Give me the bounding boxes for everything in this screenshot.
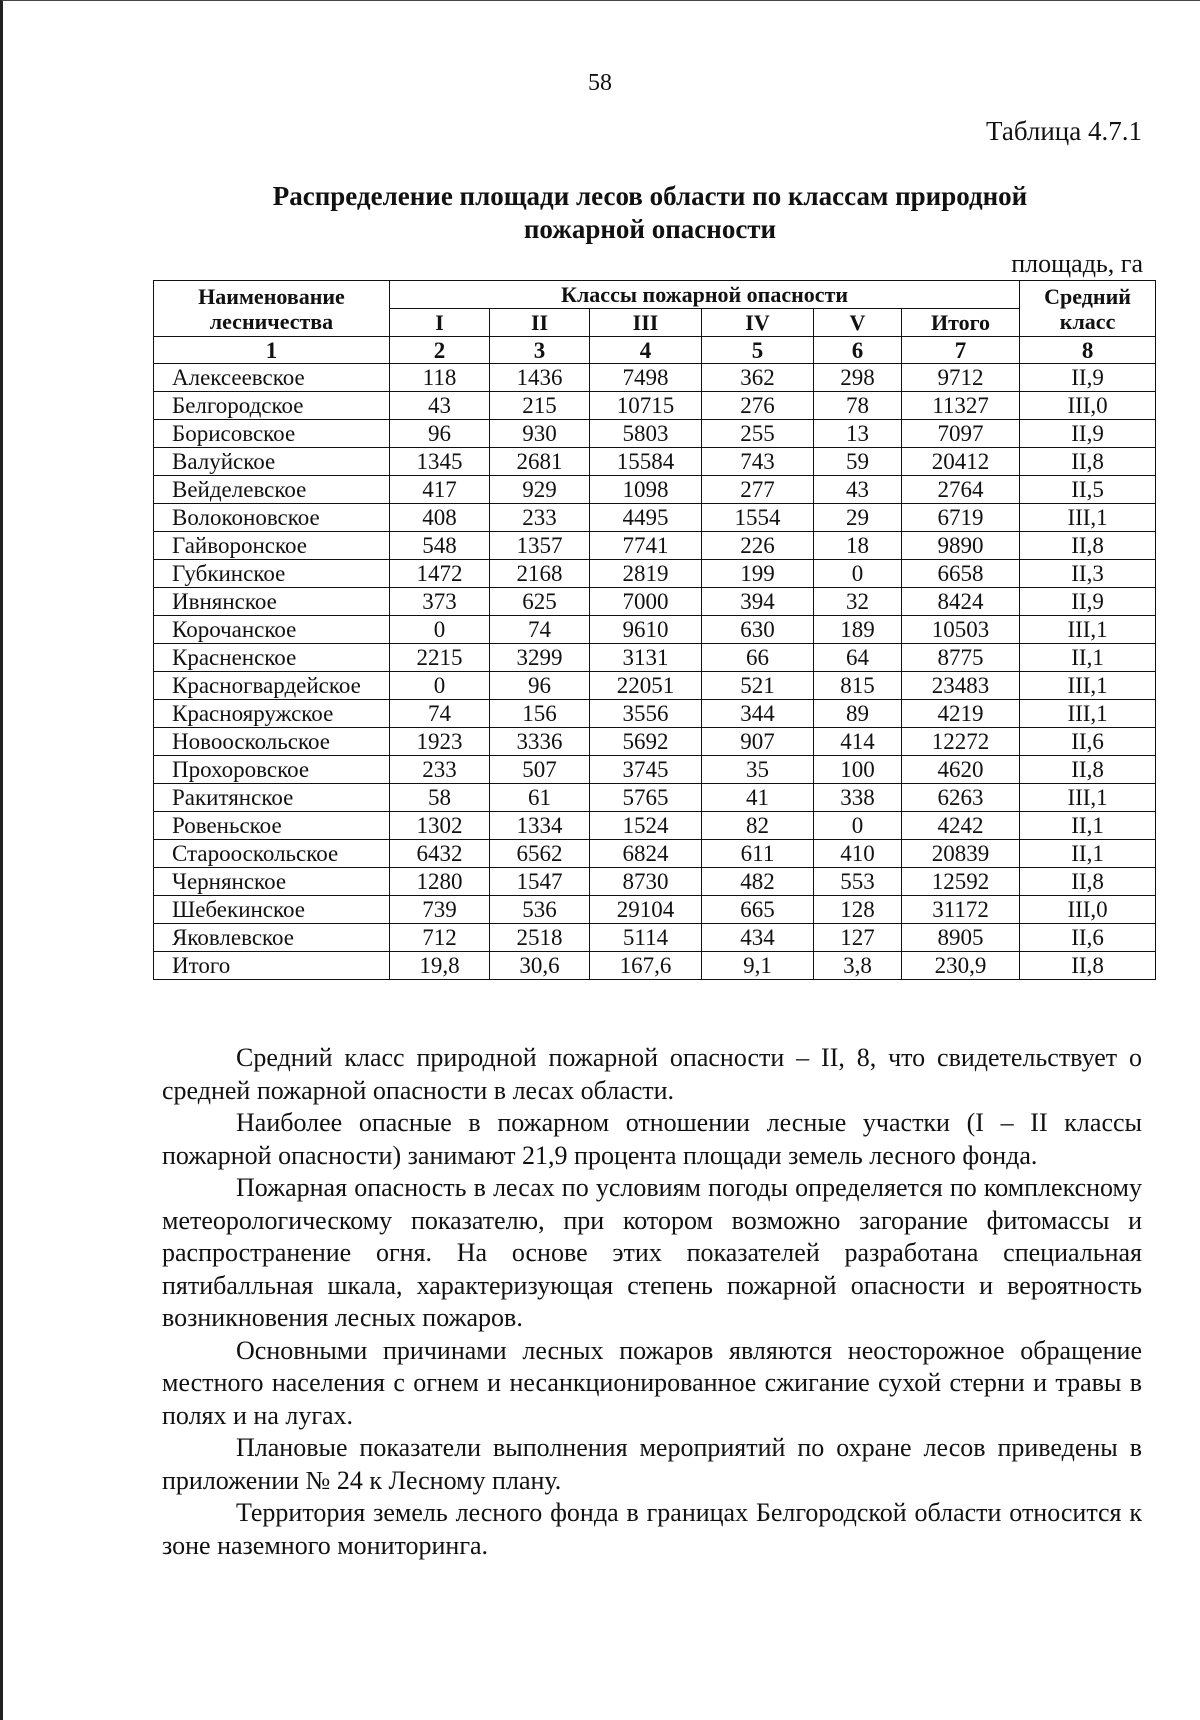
table-cell: 1302 <box>390 812 490 840</box>
table-cell: 66 <box>702 644 814 672</box>
forestry-name-cell: Ракитянское <box>154 784 390 812</box>
page-number: 58 <box>588 70 612 96</box>
table-cell: 930 <box>490 420 590 448</box>
table-cell: 96 <box>390 420 490 448</box>
table-cell: 74 <box>490 616 590 644</box>
table-row <box>154 728 1156 756</box>
table-cell: 156 <box>490 700 590 728</box>
table-cell: 907 <box>702 728 814 756</box>
forestry-name-cell: Губкинское <box>154 560 390 588</box>
table-cell: 929 <box>490 476 590 504</box>
table-row <box>154 392 1156 420</box>
table-cell: 0 <box>814 560 902 588</box>
table-cell: 815 <box>814 672 902 700</box>
table-cell: 625 <box>490 588 590 616</box>
forestry-name-cell: Яковлевское <box>154 924 390 952</box>
table-cell: 2764 <box>902 476 1020 504</box>
table-cell: 8730 <box>590 868 702 896</box>
table-cell: 12272 <box>902 728 1020 756</box>
table-cell: 3131 <box>590 644 702 672</box>
table-cell: II,8 <box>1020 532 1156 560</box>
table-cell: 3745 <box>590 756 702 784</box>
table-cell: 0 <box>390 672 490 700</box>
table-cell: 89 <box>814 700 902 728</box>
table-cell: 277 <box>702 476 814 504</box>
table-cell: 43 <box>390 392 490 420</box>
table-cell: 507 <box>490 756 590 784</box>
body-text <box>162 1042 1142 1562</box>
paragraph: Наиболее опасные в пожарном отношении лесные участки (I – II классы пожарной опасности) занимают 21,9 процента площади земель лесного фонда. <box>162 1108 1142 1170</box>
table-cell: 536 <box>490 896 590 924</box>
column-index: 5 <box>702 337 814 364</box>
table-title-line-1: Распределение площади лесов области по классам природной <box>272 181 1028 211</box>
table-row <box>154 616 1156 644</box>
table-cell: 15584 <box>590 448 702 476</box>
table-row <box>154 868 1156 896</box>
paragraph: Основными причинами лесных пожаров являются неосторожное обращение местного населения с огнем и несанкционированное сжигание сухой стерни и травы в полях и на лугах. <box>162 1335 1142 1430</box>
table-row <box>154 504 1156 532</box>
table-cell: III,1 <box>1020 504 1156 532</box>
table-row <box>154 560 1156 588</box>
table-cell: 118 <box>390 364 490 392</box>
header-average-class: Средний класс <box>1020 281 1156 337</box>
table-cell: 189 <box>814 616 902 644</box>
table-cell: 1357 <box>490 532 590 560</box>
table-title-line-2: пожарной опасности <box>523 214 777 244</box>
table-cell: 3,8 <box>814 952 902 980</box>
table-cell: III,1 <box>1020 784 1156 812</box>
table-row <box>154 700 1156 728</box>
table-cell: 41 <box>702 784 814 812</box>
table-cell: 82 <box>702 812 814 840</box>
table-cell: 1472 <box>390 560 490 588</box>
table-cell: 4242 <box>902 812 1020 840</box>
table-cell: II,8 <box>1020 952 1156 980</box>
header-forestry-name: Наименование лесничества <box>154 281 390 337</box>
table-cell: 4495 <box>590 504 702 532</box>
table-cell: 1547 <box>490 868 590 896</box>
table-row <box>154 476 1156 504</box>
table-cell: 226 <box>702 532 814 560</box>
table-cell: III,1 <box>1020 616 1156 644</box>
header-class-1: I <box>390 309 490 337</box>
table-cell: 434 <box>702 924 814 952</box>
units-label: площадь, га <box>1011 249 1143 278</box>
table-cell: 394 <box>702 588 814 616</box>
table-cell: 6562 <box>490 840 590 868</box>
table-cell: 9610 <box>590 616 702 644</box>
header-class-3: III <box>590 309 702 337</box>
table-cell: 18 <box>814 532 902 560</box>
table-cell: 20412 <box>902 448 1020 476</box>
table-cell: III,0 <box>1020 896 1156 924</box>
forestry-name-cell: Красненское <box>154 644 390 672</box>
table-row <box>154 952 1156 980</box>
table-cell: 8905 <box>902 924 1020 952</box>
header-class-4: IV <box>702 309 814 337</box>
table-cell: II,8 <box>1020 756 1156 784</box>
table-cell: III,1 <box>1020 700 1156 728</box>
column-index: 6 <box>814 337 902 364</box>
forestry-name-cell: Чернянское <box>154 868 390 896</box>
table-cell: 10503 <box>902 616 1020 644</box>
table-row <box>154 924 1156 952</box>
table-cell: 630 <box>702 616 814 644</box>
table-cell: II,9 <box>1020 364 1156 392</box>
column-index: 7 <box>902 337 1020 364</box>
table-cell: 23483 <box>902 672 1020 700</box>
paragraph: Пожарная опасность в лесах по условиям погоды определяется по комплексному метеорологическому показателю, при котором возможно загорание фитомассы и распространение огня. На основе этих показателей разработана специальная пятибалльная шкала, характеризующая степень пожарной опасности и вероятность возникновения лесных пожаров. <box>162 1173 1142 1332</box>
table-cell: 0 <box>390 616 490 644</box>
forestry-name-cell: Ровеньское <box>154 812 390 840</box>
forestry-name-cell: Новооскольское <box>154 728 390 756</box>
table-cell: II,6 <box>1020 924 1156 952</box>
table-cell: 78 <box>814 392 902 420</box>
table-cell: 58 <box>390 784 490 812</box>
table-cell: II,5 <box>1020 476 1156 504</box>
table-cell: 127 <box>814 924 902 952</box>
table-cell: 2168 <box>490 560 590 588</box>
table-cell: 1098 <box>590 476 702 504</box>
table-cell: 6658 <box>902 560 1020 588</box>
table-cell: 344 <box>702 700 814 728</box>
paragraph: Плановые показатели выполнения мероприятий по охране лесов приведены в приложении № 24 к Лесному плану. <box>162 1433 1142 1495</box>
forestry-name-cell: Борисовское <box>154 420 390 448</box>
table-cell: 3556 <box>590 700 702 728</box>
table-cell: 6263 <box>902 784 1020 812</box>
forestry-name-cell: Волоконовское <box>154 504 390 532</box>
table-cell: II,3 <box>1020 560 1156 588</box>
table-cell: 10715 <box>590 392 702 420</box>
forestry-name-cell: Вейделевское <box>154 476 390 504</box>
table-cell: 1923 <box>390 728 490 756</box>
table-cell: 35 <box>702 756 814 784</box>
table-cell: 9890 <box>902 532 1020 560</box>
table-cell: 2518 <box>490 924 590 952</box>
table-cell: 233 <box>390 756 490 784</box>
table-cell: 74 <box>390 700 490 728</box>
table-cell: 31172 <box>902 896 1020 924</box>
table-cell: 3299 <box>490 644 590 672</box>
table-cell: II,1 <box>1020 840 1156 868</box>
table-cell: II,9 <box>1020 588 1156 616</box>
table-cell: 553 <box>814 868 902 896</box>
table-cell: 408 <box>390 504 490 532</box>
table-cell: 3336 <box>490 728 590 756</box>
table-cell: 215 <box>490 392 590 420</box>
table-cell: 64 <box>814 644 902 672</box>
table-cell: 5114 <box>590 924 702 952</box>
table-cell: 2215 <box>390 644 490 672</box>
forestry-name-cell: Белгородское <box>154 392 390 420</box>
table-row <box>154 812 1156 840</box>
forestry-name-cell: Ивнянское <box>154 588 390 616</box>
table-cell: 7097 <box>902 420 1020 448</box>
table-cell: 6432 <box>390 840 490 868</box>
header-class-5: V <box>814 309 902 337</box>
table-cell: 739 <box>390 896 490 924</box>
table-cell: 96 <box>490 672 590 700</box>
table-cell: II,1 <box>1020 812 1156 840</box>
table-cell: 7000 <box>590 588 702 616</box>
table-cell: 233 <box>490 504 590 532</box>
table-cell: 7741 <box>590 532 702 560</box>
table-cell: 743 <box>702 448 814 476</box>
table-cell: III,0 <box>1020 392 1156 420</box>
table-cell: 9,1 <box>702 952 814 980</box>
table-cell: 29104 <box>590 896 702 924</box>
table-cell: 665 <box>702 896 814 924</box>
table-cell: III,1 <box>1020 672 1156 700</box>
table-cell: 128 <box>814 896 902 924</box>
column-index: 2 <box>390 337 490 364</box>
forestry-name-cell: Корочанское <box>154 616 390 644</box>
table-cell: 521 <box>702 672 814 700</box>
table-cell: 1334 <box>490 812 590 840</box>
table-row <box>154 784 1156 812</box>
forestry-name-cell: Валуйское <box>154 448 390 476</box>
table-cell: 548 <box>390 532 490 560</box>
table-cell: 6824 <box>590 840 702 868</box>
forestry-name-cell: Красногвардейское <box>154 672 390 700</box>
table-cell: 2819 <box>590 560 702 588</box>
table-cell: 100 <box>814 756 902 784</box>
table-cell: II,8 <box>1020 448 1156 476</box>
table-cell: 20839 <box>902 840 1020 868</box>
table-cell: 7498 <box>590 364 702 392</box>
table-cell: 712 <box>390 924 490 952</box>
table-cell: II,6 <box>1020 728 1156 756</box>
column-index: 1 <box>154 337 390 364</box>
header-classes-group: Классы пожарной опасности <box>390 281 1020 309</box>
table-cell: 8775 <box>902 644 1020 672</box>
table-caption: Таблица 4.7.1 <box>986 116 1142 146</box>
column-index-row <box>154 337 1156 364</box>
table-cell: 5765 <box>590 784 702 812</box>
paragraph: Территория земель лесного фонда в границах Белгородской области относится к зоне наземного мониторинга. <box>162 1498 1142 1560</box>
table-cell: 11327 <box>902 392 1020 420</box>
table-cell: 298 <box>814 364 902 392</box>
table-row <box>154 896 1156 924</box>
table-row <box>154 448 1156 476</box>
table-cell: 373 <box>390 588 490 616</box>
table-cell: 6719 <box>902 504 1020 532</box>
forestry-name-cell: Шебекинское <box>154 896 390 924</box>
column-index: 8 <box>1020 337 1156 364</box>
table-cell: 4620 <box>902 756 1020 784</box>
table-row <box>154 588 1156 616</box>
table-row <box>154 672 1156 700</box>
table-cell: 1524 <box>590 812 702 840</box>
table-row <box>154 420 1156 448</box>
table-cell: II,8 <box>1020 868 1156 896</box>
table-cell: 19,8 <box>390 952 490 980</box>
table-cell: 61 <box>490 784 590 812</box>
table-cell: 362 <box>702 364 814 392</box>
header-class-total: Итого <box>902 309 1020 337</box>
column-index: 4 <box>590 337 702 364</box>
table-row <box>154 840 1156 868</box>
table-cell: 167,6 <box>590 952 702 980</box>
paragraph: Средний класс природной пожарной опасности – II, 8, что свидетельствует о средней пожарной опасности в лесах области. <box>162 1043 1142 1105</box>
table-cell: 1554 <box>702 504 814 532</box>
header-class-2: II <box>490 309 590 337</box>
table-cell: 22051 <box>590 672 702 700</box>
table-cell: 338 <box>814 784 902 812</box>
table-cell: 414 <box>814 728 902 756</box>
table-cell: 12592 <box>902 868 1020 896</box>
table-cell: 59 <box>814 448 902 476</box>
table-row <box>154 756 1156 784</box>
table-row <box>154 532 1156 560</box>
forestry-name-cell: Краснояружское <box>154 700 390 728</box>
table-cell: 0 <box>814 812 902 840</box>
column-index: 3 <box>490 337 590 364</box>
fire-danger-table <box>153 280 1156 980</box>
table-cell: 1280 <box>390 868 490 896</box>
table-cell: 5692 <box>590 728 702 756</box>
table-cell: II,1 <box>1020 644 1156 672</box>
table-cell: 417 <box>390 476 490 504</box>
table-cell: 43 <box>814 476 902 504</box>
table-cell: 230,9 <box>902 952 1020 980</box>
forestry-name-cell: Прохоровское <box>154 756 390 784</box>
table-cell: 1345 <box>390 448 490 476</box>
forestry-name-cell: Гайворонское <box>154 532 390 560</box>
table-body <box>154 364 1156 980</box>
table-cell: 611 <box>702 840 814 868</box>
table-row <box>154 644 1156 672</box>
table-cell: 32 <box>814 588 902 616</box>
table-cell: 199 <box>702 560 814 588</box>
table-cell: 4219 <box>902 700 1020 728</box>
table-cell: 276 <box>702 392 814 420</box>
table-cell: 5803 <box>590 420 702 448</box>
forestry-name-cell: Итого <box>154 952 390 980</box>
table-cell: 29 <box>814 504 902 532</box>
table-cell: 13 <box>814 420 902 448</box>
table-cell: 9712 <box>902 364 1020 392</box>
forestry-name-cell: Алексеевское <box>154 364 390 392</box>
table-title <box>150 180 1150 246</box>
table-cell: 1436 <box>490 364 590 392</box>
table-cell: 2681 <box>490 448 590 476</box>
table-cell: 410 <box>814 840 902 868</box>
table-cell: 8424 <box>902 588 1020 616</box>
forestry-name-cell: Старооскольское <box>154 840 390 868</box>
table-cell: 482 <box>702 868 814 896</box>
table-cell: 255 <box>702 420 814 448</box>
table-row <box>154 364 1156 392</box>
table-cell: II,9 <box>1020 420 1156 448</box>
table-cell: 30,6 <box>490 952 590 980</box>
